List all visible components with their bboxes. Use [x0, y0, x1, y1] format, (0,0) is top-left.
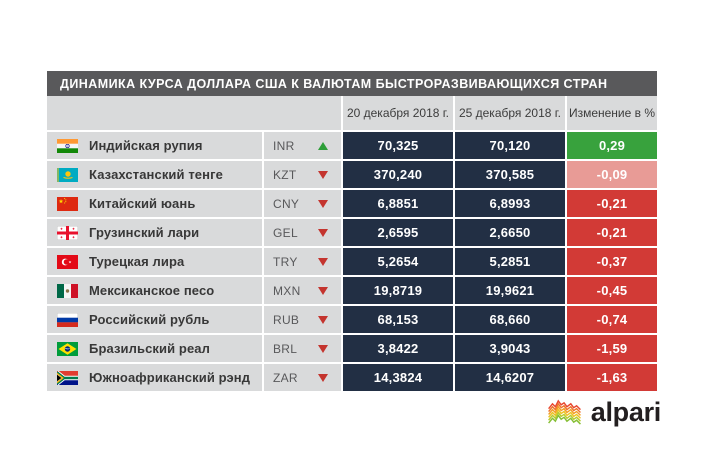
currency-name-cell: [47, 335, 262, 362]
currency-code: TRY: [273, 254, 298, 269]
rate-dec20: 370,240: [343, 161, 453, 188]
rate-dec25: 14,6207: [455, 364, 565, 391]
change-percent: -0,45: [567, 277, 657, 304]
table-header: [47, 96, 657, 130]
table-title: ДИНАМИКА КУРСА ДОЛЛАРА США К ВАЛЮТАМ БЫСТРОРАЗВИВАЮЩИХСЯ СТРАН: [47, 71, 657, 96]
change-percent: -0,09: [567, 161, 657, 188]
alpari-zigzag-icon: [547, 399, 584, 426]
currency-code-cell: [264, 161, 341, 188]
currency-name-cell: [47, 219, 262, 246]
rate-dec20: 2,6595: [343, 219, 453, 246]
alpari-logo: [547, 399, 661, 426]
currency-code-cell: [264, 248, 341, 275]
table-body: [47, 132, 657, 391]
currency-code-cell: [264, 132, 341, 159]
alpari-logo-text: alpari: [590, 397, 661, 427]
mexico-flag-icon: [57, 284, 78, 298]
currency-name: Грузинский лари: [89, 225, 200, 240]
currency-name: Казахстанский тенге: [89, 167, 223, 182]
currency-name: Турецкая лира: [89, 254, 185, 269]
currency-name: Китайский юань: [89, 196, 196, 211]
rate-dec20: 3,8422: [343, 335, 453, 362]
trend-down-arrow-icon: [318, 200, 328, 208]
currency-name: Южноафриканский рэнд: [89, 370, 251, 385]
currency-name-cell: [47, 132, 262, 159]
currency-name: Индийская рупия: [89, 138, 203, 153]
rate-dec25: 70,120: [455, 132, 565, 159]
currency-name-cell: [47, 248, 262, 275]
india-flag-icon: [57, 139, 78, 153]
table-row: [47, 277, 657, 304]
currency-name: Российский рубль: [89, 312, 210, 327]
currency-name-cell: [47, 306, 262, 333]
rate-dec25: 68,660: [455, 306, 565, 333]
currency-name-cell: [47, 364, 262, 391]
table-row: [47, 132, 657, 159]
south-africa-flag-icon: [57, 371, 78, 385]
brazil-flag-icon: [57, 342, 78, 356]
currency-code-cell: [264, 306, 341, 333]
russia-flag-icon: [57, 313, 78, 327]
rate-dec25: 6,8993: [455, 190, 565, 217]
change-percent: -0,74: [567, 306, 657, 333]
header-change: Изменение в %: [567, 96, 657, 130]
change-percent: -1,59: [567, 335, 657, 362]
trend-down-arrow-icon: [318, 316, 328, 324]
currency-code-cell: [264, 335, 341, 362]
table-row: [47, 364, 657, 391]
currency-code: CNY: [273, 196, 300, 211]
header-date1: 20 декабря 2018 г.: [343, 96, 453, 130]
rate-dec25: 370,585: [455, 161, 565, 188]
currency-name-cell: [47, 190, 262, 217]
rate-dec25: 3,9043: [455, 335, 565, 362]
rate-dec25: 5,2851: [455, 248, 565, 275]
currency-code-cell: [264, 219, 341, 246]
table-row: [47, 219, 657, 246]
change-percent: 0,29: [567, 132, 657, 159]
rate-dec20: 5,2654: [343, 248, 453, 275]
currency-name: Бразильский реал: [89, 341, 210, 356]
table-row: [47, 248, 657, 275]
kazakhstan-flag-icon: [57, 168, 78, 182]
currency-code: INR: [273, 138, 295, 153]
rate-dec20: 6,8851: [343, 190, 453, 217]
currency-code: GEL: [273, 225, 298, 240]
trend-up-arrow-icon: [318, 142, 328, 150]
rate-dec20: 70,325: [343, 132, 453, 159]
trend-down-arrow-icon: [318, 374, 328, 382]
trend-down-arrow-icon: [318, 287, 328, 295]
currency-code-cell: [264, 364, 341, 391]
currency-name-cell: [47, 161, 262, 188]
turkey-flag-icon: [57, 255, 78, 269]
table-row: [47, 190, 657, 217]
change-percent: -0,21: [567, 219, 657, 246]
currency-code: ZAR: [273, 370, 298, 385]
change-percent: -1,63: [567, 364, 657, 391]
rate-dec25: 2,6650: [455, 219, 565, 246]
currency-name-cell: [47, 277, 262, 304]
change-percent: -0,37: [567, 248, 657, 275]
rate-dec20: 14,3824: [343, 364, 453, 391]
table-row: [47, 306, 657, 333]
rate-dec25: 19,9621: [455, 277, 565, 304]
currency-code: MXN: [273, 283, 301, 298]
china-flag-icon: [57, 197, 78, 211]
currency-code-cell: [264, 190, 341, 217]
table-row: [47, 161, 657, 188]
rate-dec20: 19,8719: [343, 277, 453, 304]
trend-down-arrow-icon: [318, 171, 328, 179]
header-date2: 25 декабря 2018 г.: [455, 96, 565, 130]
trend-down-arrow-icon: [318, 229, 328, 237]
currency-code: BRL: [273, 341, 298, 356]
rate-dec20: 68,153: [343, 306, 453, 333]
currency-code-cell: [264, 277, 341, 304]
currency-name: Мексиканское песо: [89, 283, 215, 298]
currency-code: RUB: [273, 312, 300, 327]
currency-code: KZT: [273, 167, 297, 182]
georgia-flag-icon: [57, 226, 78, 240]
change-percent: -0,21: [567, 190, 657, 217]
header-currency-column: [47, 96, 341, 130]
table-row: [47, 335, 657, 362]
trend-down-arrow-icon: [318, 345, 328, 353]
trend-down-arrow-icon: [318, 258, 328, 266]
exchange-rate-table: [47, 71, 657, 391]
